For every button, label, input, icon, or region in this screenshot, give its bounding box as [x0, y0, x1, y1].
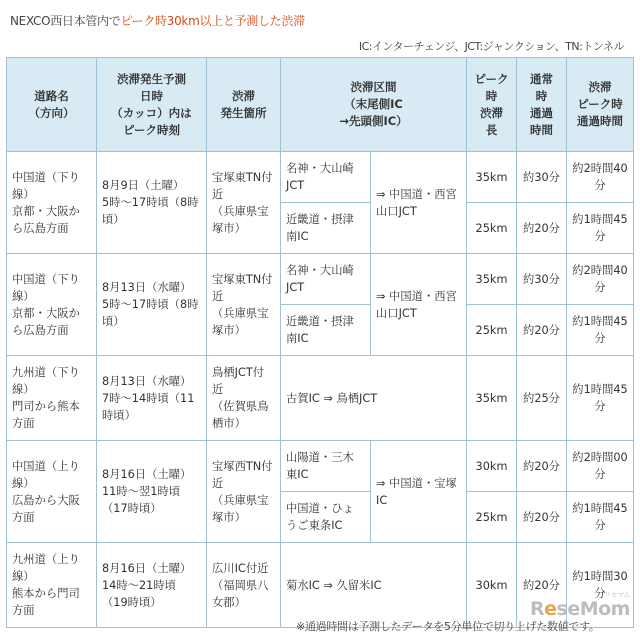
length-cell: 25km — [467, 305, 517, 356]
length-cell: 30km — [467, 441, 517, 492]
normal-time-cell: 約20分 — [517, 305, 567, 356]
table-row — [7, 254, 634, 305]
section-from-cell: 中国道・ひょうご東条IC — [281, 492, 371, 543]
road-cell: 九州道（上り線） 熊本から門司方面 — [7, 543, 97, 628]
length-cell: 25km — [467, 492, 517, 543]
page-title — [10, 12, 305, 29]
road-cell: 中国道（下り線） 京都・大阪から広島方面 — [7, 152, 97, 254]
datetime-cell: 8月13日（水曜） 5時〜17時頃（8時頃） — [97, 254, 207, 356]
peak-time-cell: 約1時間45分 — [567, 492, 634, 543]
peak-time-cell: 約2時間40分 — [567, 152, 634, 203]
header-section: 渋滞区間 （末尾側IC →先頭側IC） — [281, 58, 467, 152]
road-cell: 九州道（下り線） 門司から熊本方面 — [7, 356, 97, 441]
section-from-cell: 近畿道・摂津南IC — [281, 305, 371, 356]
table-row — [7, 356, 634, 441]
peak-time-cell: 約1時間45分 — [567, 356, 634, 441]
normal-time-cell: 約25分 — [517, 356, 567, 441]
header-datetime: 渋滞発生予測 日時 （カッコ）内は ピーク時刻 — [97, 58, 207, 152]
length-cell: 35km — [467, 254, 517, 305]
length-cell: 30km — [467, 543, 517, 628]
section-from-cell: 名神・大山崎JCT — [281, 152, 371, 203]
datetime-cell: 8月16日（土曜） 11時〜翌1時頃（17時頃） — [97, 441, 207, 543]
header-road: 道路名 （方向） — [7, 58, 97, 152]
place-cell: 宝塚西TN付近 （兵庫県宝塚市） — [207, 441, 281, 543]
peak-time-cell: 約1時間30分 — [567, 543, 634, 628]
footnote: ※通過時間は予測したデータを5分単位で切り上げた数値です。 — [296, 620, 600, 633]
peak-time-cell: 約1時間45分 — [567, 305, 634, 356]
section-from-cell: 山陽道・三木東IC — [281, 441, 371, 492]
normal-time-cell: 約30分 — [517, 254, 567, 305]
datetime-cell: 8月9日（土曜） 5時〜17時頃（8時頃） — [97, 152, 207, 254]
length-cell: 35km — [467, 356, 517, 441]
place-cell: 宝塚東TN付近 （兵庫県宝塚市） — [207, 254, 281, 356]
header-length: ピーク 時 渋滞 長 — [467, 58, 517, 152]
header-normal-time: 通常 時 通過 時間 — [517, 58, 567, 152]
section-from-cell: 近畿道・摂津南IC — [281, 203, 371, 254]
length-cell: 25km — [467, 203, 517, 254]
normal-time-cell: 約20分 — [517, 441, 567, 492]
road-cell: 中国道（上り線） 広島から大阪方面 — [7, 441, 97, 543]
header-row — [7, 58, 634, 152]
section-cell: 菊水IC ⇒ 久留米IC — [281, 543, 467, 628]
length-cell: 35km — [467, 152, 517, 203]
section-cell: 古賀IC ⇒ 鳥栖JCT — [281, 356, 467, 441]
road-cell: 中国道（下り線） 京都・大阪から広島方面 — [7, 254, 97, 356]
congestion-table — [6, 57, 634, 628]
table-row — [7, 152, 634, 203]
table-row — [7, 441, 634, 492]
place-cell: 宝塚東TN付近 （兵庫県宝塚市） — [207, 152, 281, 254]
normal-time-cell: 約20分 — [517, 203, 567, 254]
normal-time-cell: 約20分 — [517, 492, 567, 543]
place-cell: 広川IC付近 （福岡県八女郡） — [207, 543, 281, 628]
normal-time-cell: 約30分 — [517, 152, 567, 203]
header-place: 渋滞 発生箇所 — [207, 58, 281, 152]
normal-time-cell: 約20分 — [517, 543, 567, 628]
logo-subtext: リセマム — [604, 591, 630, 599]
peak-time-cell: 約1時間45分 — [567, 203, 634, 254]
table-body — [7, 152, 634, 628]
section-to-cell: ⇒ 中国道・宝塚IC — [371, 441, 467, 543]
section-to-cell: ⇒ 中国道・西宮山口JCT — [371, 254, 467, 356]
datetime-cell: 8月13日（水曜） 7時〜14時頃（11時頃） — [97, 356, 207, 441]
header-peak-time: 渋滞 ピーク時 通過時間 — [567, 58, 634, 152]
peak-time-cell: 約2時間40分 — [567, 254, 634, 305]
datetime-cell: 8月16日（土曜） 14時〜21時頃（19時頃） — [97, 543, 207, 628]
section-from-cell: 名神・大山崎JCT — [281, 254, 371, 305]
place-cell: 鳥栖JCT付近 （佐賀県鳥栖市） — [207, 356, 281, 441]
section-to-cell: ⇒ 中国道・西宮山口JCT — [371, 152, 467, 254]
abbreviation-legend: IC:インターチェンジ、JCT:ジャンクション、TN:トンネル — [358, 40, 624, 53]
resemom-logo: リセマム ReseMom — [530, 591, 630, 620]
peak-time-cell: 約2時間00分 — [567, 441, 634, 492]
title-prefix: NEXCO西日本管内で — [10, 14, 121, 28]
title-highlight: ピーク時30km以上と予測した渋滞 — [120, 14, 305, 28]
